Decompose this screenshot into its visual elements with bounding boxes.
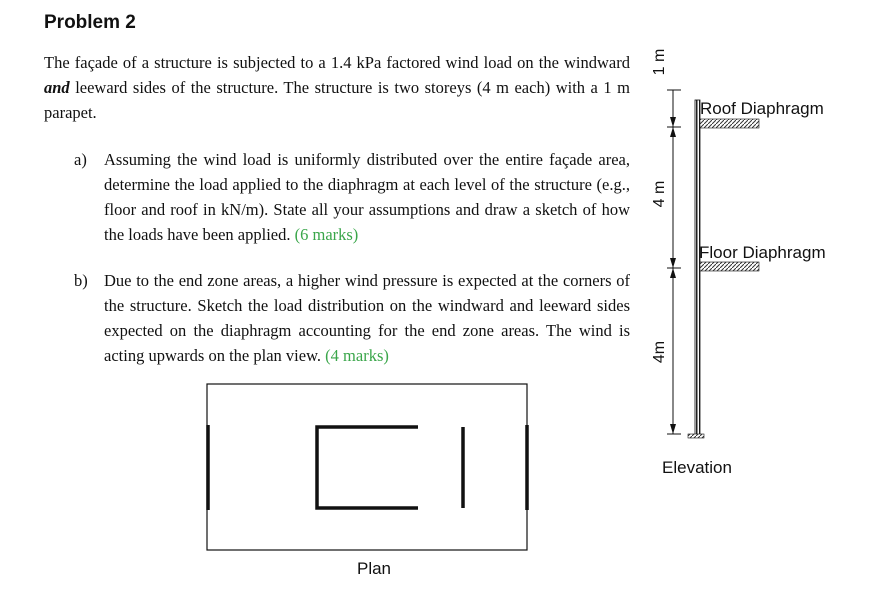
arrowhead-icon (670, 117, 676, 127)
part-a-text: Assuming the wind load is uniformly distributed over the entire façade area, determine the load applied to the diaphragm at each level of the structure (e.g., floor and roof in kN/m). State all your assumptions and draw a sketch of how the loads have been applied. (104, 150, 630, 244)
intro-text-2: leeward sides of the structure. The structure is two storeys (4 m each) with a 1 m parapet. (44, 78, 630, 122)
intro-emphasis: and (44, 78, 70, 97)
plan-figure (207, 384, 527, 578)
roof-diaphragm (700, 119, 759, 128)
dim-lower-label: 4m (651, 340, 668, 364)
arrowhead-icon (670, 127, 676, 137)
plan-core-c-wall (317, 427, 418, 508)
plan-outline (207, 384, 527, 550)
problem-title: Problem 2 (44, 12, 136, 33)
facade-wall (695, 100, 700, 436)
part-a-marks: (6 marks) (294, 225, 359, 244)
part-b-marks: (4 marks) (325, 346, 389, 365)
intro-text-1: The façade of a structure is subjected to a 1.4 kPa factored wind load on the windward (44, 53, 630, 72)
ground-hatch (688, 434, 704, 438)
floor-diaphragm-label: Floor Diaphragm (699, 243, 826, 262)
arrowhead-icon (670, 268, 676, 278)
dim-upper-label: 4 m (651, 180, 668, 208)
arrowhead-icon (670, 424, 676, 434)
elevation-figure (651, 49, 826, 477)
part-b-text: Due to the end zone areas, a higher wind pressure is expected at the corners of the structure. Sketch the load distribution on the windward and leeward sides expected on the diaphragm accounting for the end zone areas. The wind is acting upwards on the plan view. (104, 271, 630, 365)
part-b-label: b) (74, 271, 88, 290)
plan-caption: Plan (356, 559, 392, 578)
arrowhead-icon (670, 258, 676, 268)
part-a-label: a) (74, 150, 87, 169)
dim-parapet-label: 1 m (651, 48, 668, 76)
elevation-caption: Elevation (662, 458, 732, 477)
roof-diaphragm-label: Roof Diaphragm (700, 99, 824, 118)
floor-diaphragm (700, 262, 759, 271)
